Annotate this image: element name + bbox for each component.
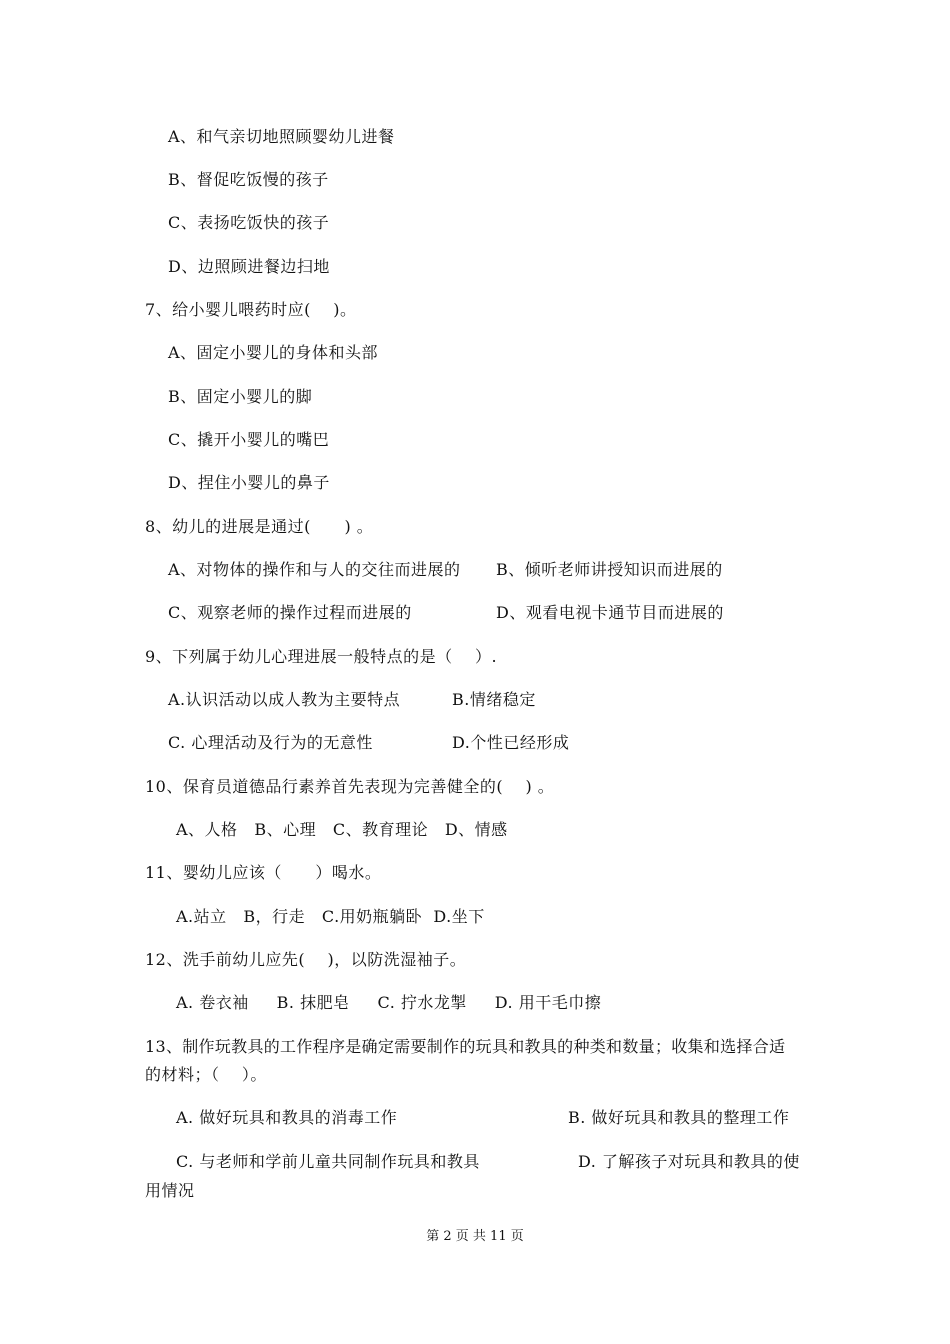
q8-option-a: A、对物体的操作和与人的交往而进展的 bbox=[168, 560, 461, 579]
q6-option-c: C、表扬吃饭快的孩子 bbox=[168, 213, 330, 232]
q8-option-d: D、观看电视卡通节目而进展的 bbox=[496, 603, 724, 622]
q7-option-d: D、捏住小婴儿的鼻子 bbox=[168, 473, 330, 492]
q13-stem-line1: 13、制作玩教具的工作程序是确定需要制作的玩具和教具的种类和数量；收集和选择合适 bbox=[145, 1037, 786, 1056]
q7-stem: 7、给小婴儿喂药时应( )。 bbox=[145, 300, 357, 319]
q10-options: A、人格 B、心理 C、教育理论 D、情感 bbox=[176, 820, 508, 839]
q6-option-d: D、边照顾进餐边扫地 bbox=[168, 257, 330, 276]
q8-stem: 8、幼儿的进展是通过( ) 。 bbox=[145, 517, 374, 536]
q9-option-c: C. 心理活动及行为的无意性 bbox=[168, 733, 373, 752]
q8-option-c: C、观察老师的操作过程而进展的 bbox=[168, 603, 412, 622]
q7-option-b: B、固定小婴儿的脚 bbox=[168, 387, 313, 406]
q13-option-d-line1: D. 了解孩子对玩具和教具的使 bbox=[578, 1152, 800, 1171]
q11-options: A.站立 B，行走 C.用奶瓶躺卧 D.坐下 bbox=[176, 907, 485, 926]
q13-stem-line2: 的材料；（ ）。 bbox=[145, 1065, 267, 1084]
q9-option-a: A.认识活动以成人教为主要特点 bbox=[168, 690, 401, 709]
q7-option-c: C、撬开小婴儿的嘴巴 bbox=[168, 430, 330, 449]
q9-option-d: D.个性已经形成 bbox=[452, 733, 570, 752]
q13-option-c: C. 与老师和学前儿童共同制作玩具和教具 bbox=[176, 1152, 480, 1171]
q9-option-b: B.情绪稳定 bbox=[452, 690, 536, 709]
q12-options: A. 卷衣袖 B. 抹肥皂 C. 拧水龙掣 D. 用干毛巾擦 bbox=[176, 993, 602, 1012]
q11-stem: 11、婴幼儿应该（ ）喝水。 bbox=[145, 863, 382, 882]
q6-option-a: A、和气亲切地照顾婴幼儿进餐 bbox=[168, 127, 395, 146]
q13-option-a: A. 做好玩具和教具的消毒工作 bbox=[176, 1108, 398, 1127]
q13-option-b: B. 做好玩具和教具的整理工作 bbox=[568, 1108, 790, 1127]
q8-option-b: B、倾听老师讲授知识而进展的 bbox=[496, 560, 723, 579]
q13-option-d-line2: 用情况 bbox=[145, 1181, 195, 1200]
q9-stem: 9、下列属于幼儿心理进展一般特点的是（ ）. bbox=[145, 647, 498, 666]
page-footer: 第 2 页 共 11 页 bbox=[426, 1229, 524, 1244]
q6-option-b: B、督促吃饭慢的孩子 bbox=[168, 170, 329, 189]
q12-stem: 12、洗手前幼儿应先( )，以防洗湿袖子。 bbox=[145, 950, 467, 969]
q7-option-a: A、固定小婴儿的身体和头部 bbox=[168, 343, 379, 362]
q10-stem: 10、保育员道德品行素养首先表现为完善健全的( ) 。 bbox=[145, 777, 555, 796]
